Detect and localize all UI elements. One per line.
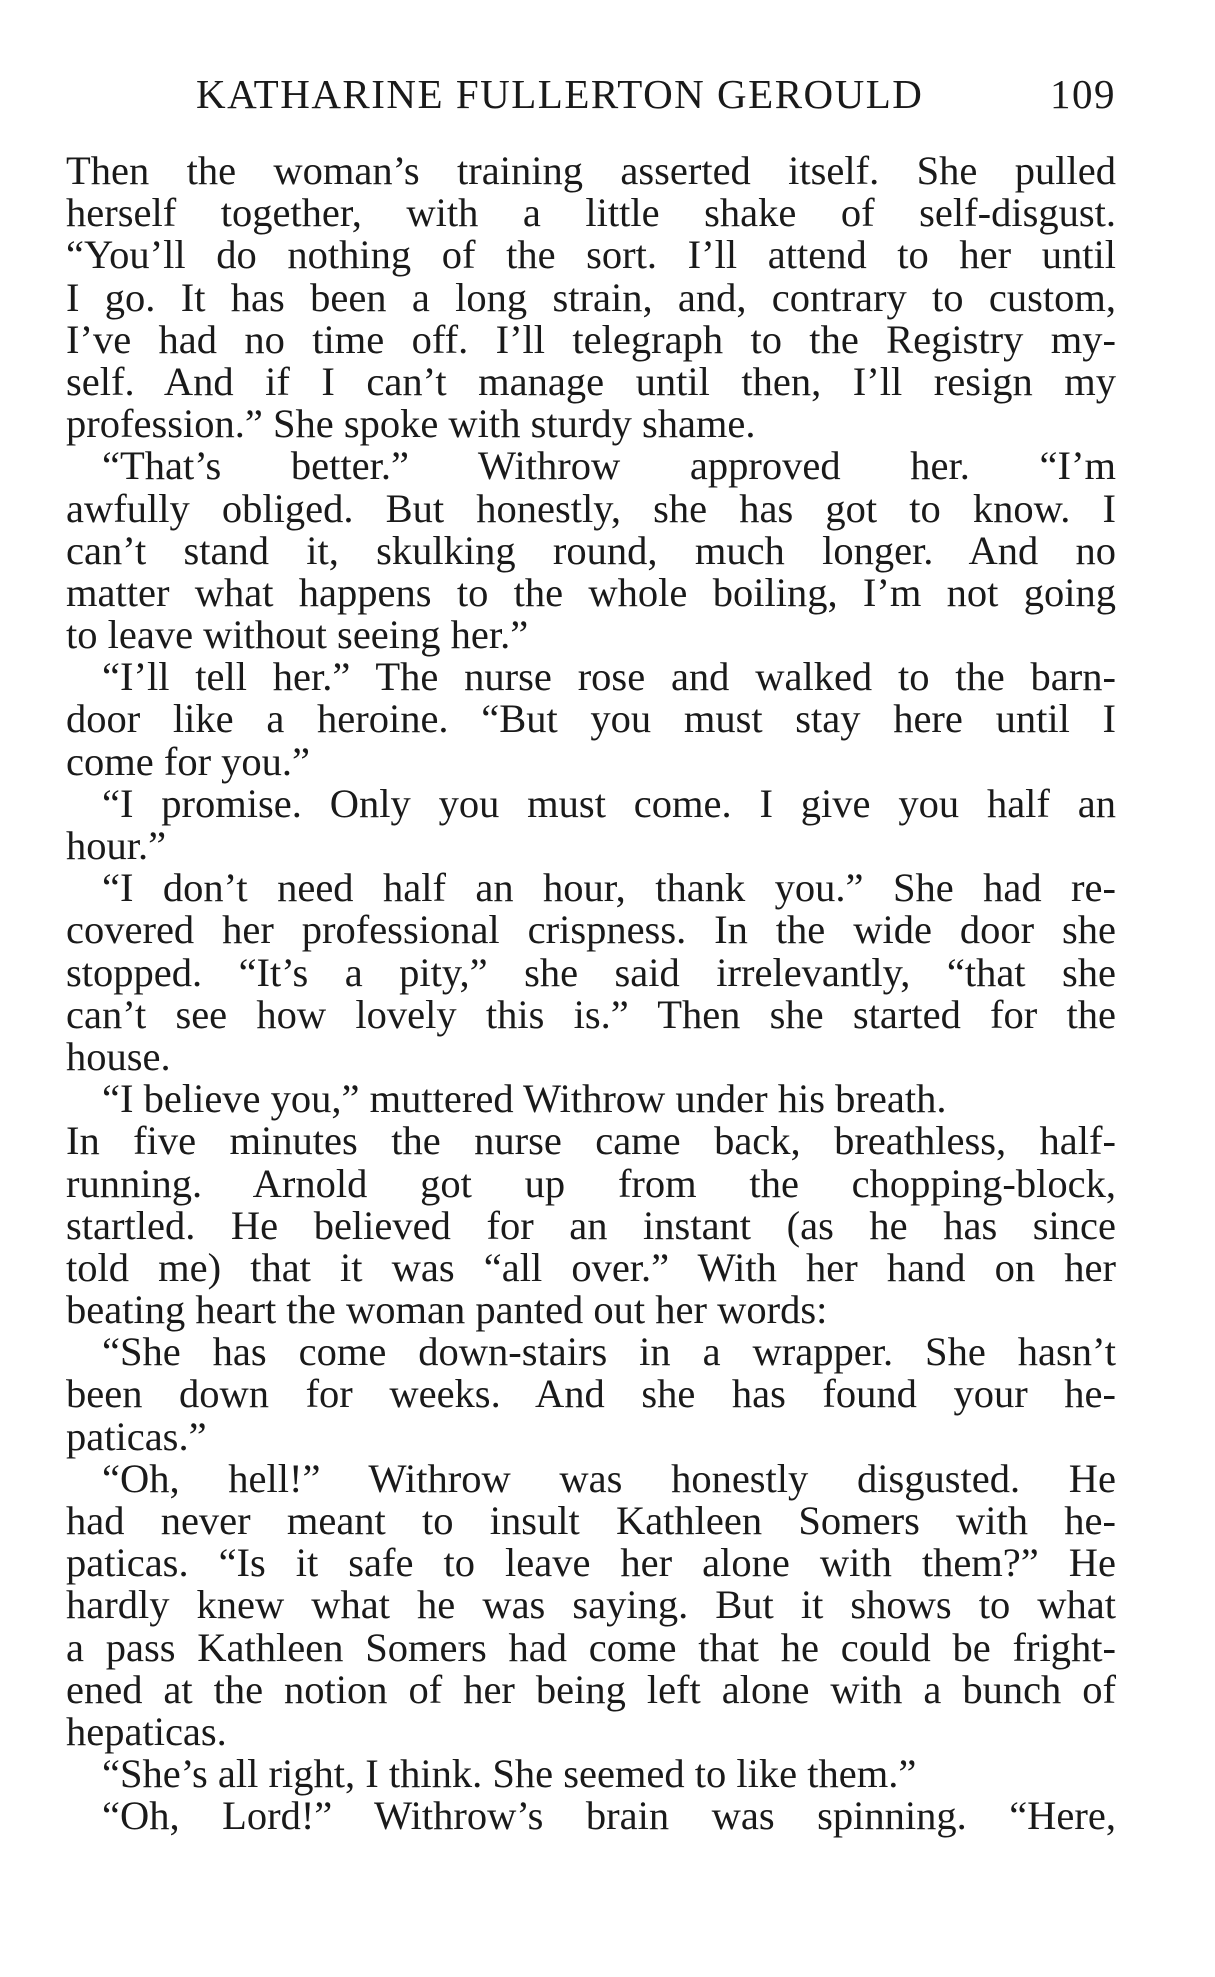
text-line: to leave without seeing her.” — [66, 612, 529, 658]
text-line: I’ve had no time off. I’ll telegraph to the Registry my- — [66, 316, 1116, 362]
text-line: I go. It has been a long strain, and, contrary to custom, — [66, 274, 1116, 320]
text-line: can’t stand it, skulking round, much longer. And no — [66, 527, 1116, 573]
text-line: told me) that it was “all over.” With her hand on her — [66, 1244, 1116, 1290]
text-line: come for you.” — [66, 738, 311, 784]
text-line: In five minutes the nurse came back, breathless, half- — [66, 1118, 1116, 1164]
text-line: hardly knew what he was saying. But it shows to what — [66, 1582, 1116, 1628]
text-line: “She’s all right, I think. She seemed to like them.” — [102, 1751, 917, 1797]
text-line: Then the woman’s training asserted itself. She pulled — [66, 148, 1116, 193]
text-line: a pass Kathleen Somers had come that he could be fright- — [66, 1624, 1116, 1670]
running-head: KATHARINE FULLERTON GEROULD — [196, 71, 924, 117]
text-line: ened at the notion of her being left alone with a bunch of — [66, 1666, 1116, 1712]
text-line: self. And if I can’t manage until then, I’ll resign my — [66, 358, 1116, 404]
text-line: running. Arnold got up from the chopping-block, — [66, 1160, 1116, 1206]
text-line: paticas.” — [66, 1413, 207, 1459]
text-line: “She has come down-stairs in a wrapper. She hasn’t — [102, 1329, 1116, 1375]
text-line: can’t see how lovely this is.” Then she started for the — [66, 991, 1116, 1037]
text-line: had never meant to insult Kathleen Somers with he- — [66, 1498, 1116, 1543]
text-line: matter what happens to the whole boiling, I’m not going — [66, 569, 1116, 615]
text-line: beating heart the woman panted out her words: — [66, 1287, 828, 1333]
text-line: covered her professional crispness. In the wide door she — [66, 907, 1116, 953]
text-line: startled. He believed for an instant (as he has since — [66, 1202, 1116, 1248]
text-line: “Oh, Lord!” Withrow’s brain was spinning. “Here, — [102, 1793, 1116, 1839]
text-line: been down for weeks. And she has found your he- — [66, 1371, 1116, 1417]
text-line: house. — [66, 1033, 171, 1079]
text-line: “I promise. Only you must come. I give you half an — [102, 780, 1116, 826]
text-line: herself together, with a little shake of self-disgust. — [66, 190, 1116, 236]
text-line: door like a heroine. “But you must stay here until I — [66, 696, 1116, 742]
book-page — [66, 70, 1116, 1838]
text-line: “Oh, hell!” Withrow was honestly disgusted. He — [102, 1455, 1116, 1501]
text-line: “I don’t need half an hour, thank you.” She had re- — [102, 865, 1116, 911]
text-line: hour.” — [66, 823, 167, 868]
text-line: “I believe you,” muttered Withrow under his breath. — [102, 1076, 947, 1122]
body-text — [66, 150, 1116, 1838]
text-line: stopped. “It’s a pity,” she said irrelevantly, “that she — [66, 949, 1116, 995]
page-header — [66, 70, 1116, 122]
text-line: profession.” She spoke with sturdy shame. — [66, 401, 756, 447]
text-line: “I’ll tell her.” The nurse rose and walked to the barn- — [102, 654, 1116, 700]
text-line: awfully obliged. But honestly, she has got to know. I — [66, 485, 1116, 531]
page-number: 109 — [1050, 71, 1116, 117]
text-line: paticas. “Is it safe to leave her alone with them?” He — [66, 1540, 1116, 1586]
text-line: “You’ll do nothing of the sort. I’ll attend to her until — [66, 232, 1116, 278]
text-line: “That’s better.” Withrow approved her. “I’m — [102, 443, 1116, 489]
text-line: hepaticas. — [66, 1708, 227, 1754]
